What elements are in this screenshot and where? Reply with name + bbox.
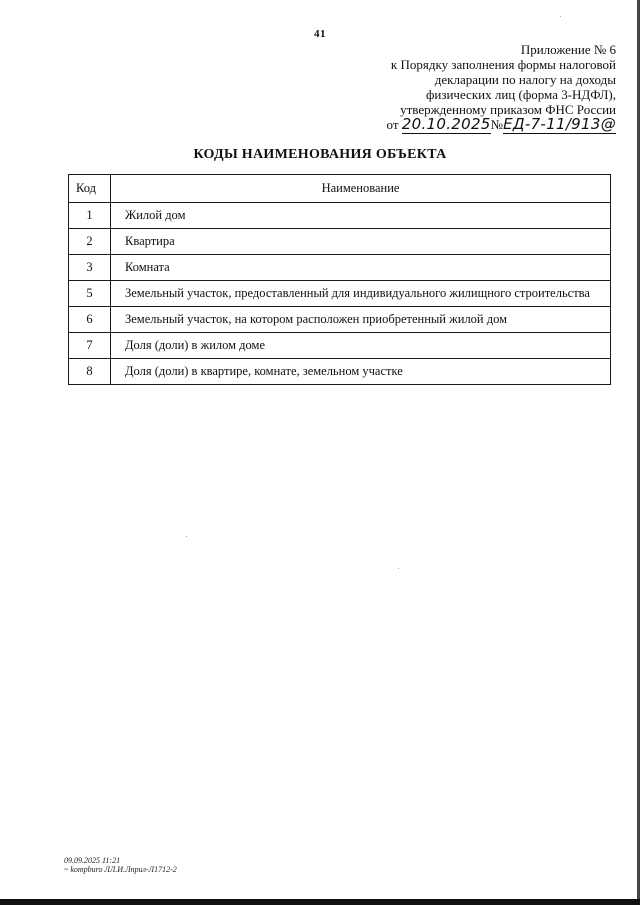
header-name: Наименование (111, 175, 611, 203)
row-name: Квартира (111, 229, 611, 255)
footer-stamp (64, 856, 177, 874)
row-code: 5 (69, 281, 111, 307)
table-row (69, 359, 611, 385)
row-name: Доля (доли) в квартире, комнате, земельном участке (111, 359, 611, 385)
appendix-block (286, 42, 616, 132)
appendix-line: декларации по налогу на доходы (434, 72, 616, 87)
appendix-line: утвержденному приказом ФНС России (400, 102, 616, 117)
appendix-line: физических лиц (форма 3-НДФЛ), (425, 87, 616, 102)
footer-file-ref: ~ kompburo ЛЛ.И.Лприл-Л1712-2 (64, 865, 177, 874)
row-code: 6 (69, 307, 111, 333)
page-number: 41 (314, 28, 326, 40)
footer-timestamp: 09.09.2025 11:21 (64, 856, 121, 865)
scan-speck (398, 568, 399, 569)
table-row (69, 333, 611, 359)
row-name: Земельный участок, предоставленный для индивидуального жилищного строительства (111, 281, 611, 307)
scan-speck (186, 536, 187, 537)
order-number: ЕД-7-11/913@ (503, 115, 616, 133)
object-codes-table (68, 174, 611, 385)
appendix-line: Приложение № 6 (520, 42, 616, 57)
scan-bottom-edge (0, 899, 640, 905)
table-row (69, 229, 611, 255)
document-title: КОДЫ НАИМЕНОВАНИЯ ОБЪЕКТА (193, 147, 447, 162)
table-header-row (69, 175, 611, 203)
row-code: 7 (69, 333, 111, 359)
order-date: 20.10.2025 (401, 115, 491, 133)
appendix-line: к Порядку заполнения формы налоговой (390, 57, 616, 72)
row-code: 8 (69, 359, 111, 385)
order-prefix: от (386, 117, 399, 132)
table-row (69, 281, 611, 307)
row-name: Земельный участок, на котором расположен приобретенный жилой дом (111, 307, 611, 333)
row-code: 2 (69, 229, 111, 255)
order-reference (286, 117, 616, 132)
order-number-sign: № (490, 117, 504, 132)
table-row (69, 203, 611, 229)
header-code: Код (69, 175, 111, 203)
row-code: 3 (69, 255, 111, 281)
table-row (69, 307, 611, 333)
table-row (69, 255, 611, 281)
row-name: Доля (доли) в жилом доме (111, 333, 611, 359)
row-name: Жилой дом (111, 203, 611, 229)
row-code: 1 (69, 203, 111, 229)
scan-speck (560, 16, 561, 17)
row-name: Комната (111, 255, 611, 281)
